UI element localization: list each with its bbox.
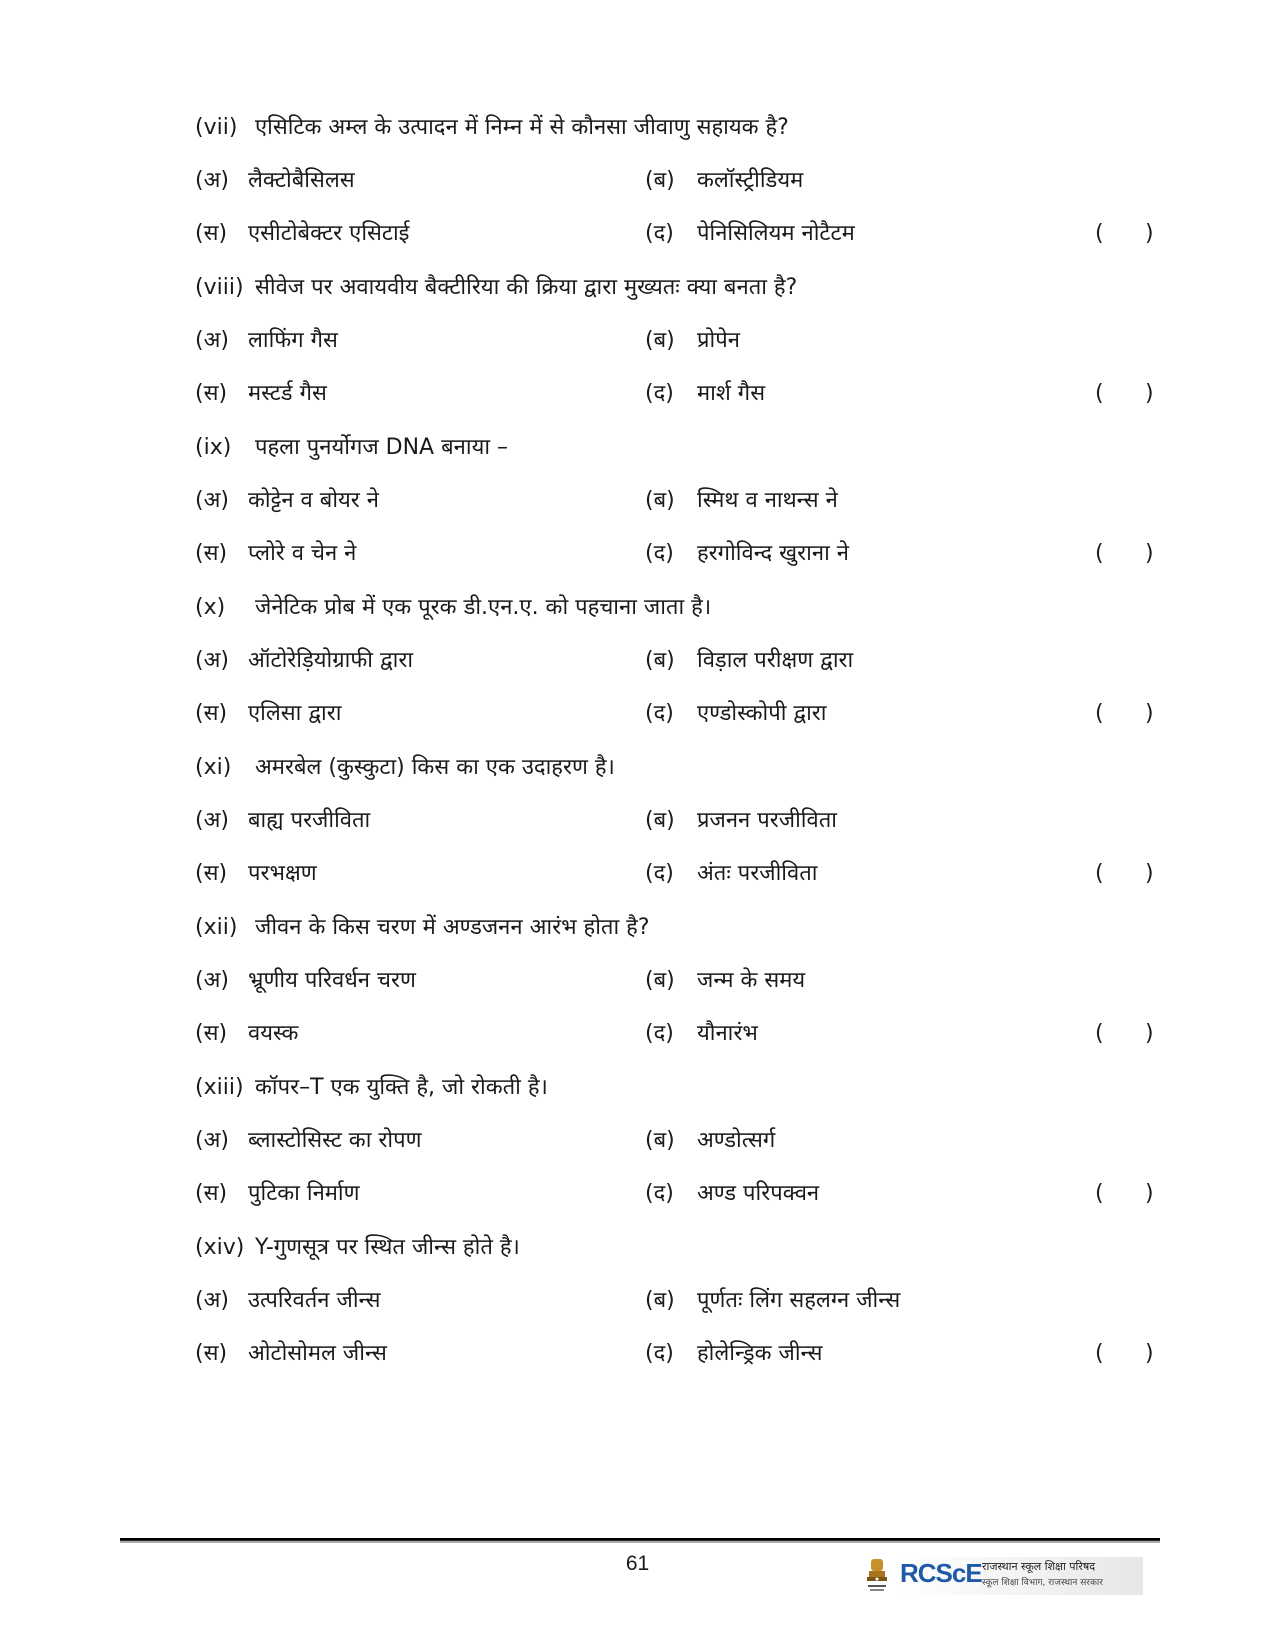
option-text: मस्टर्ड गैस xyxy=(248,381,327,406)
question-xiii xyxy=(0,1068,1275,1108)
option-text: अंतः परजीविता xyxy=(697,861,818,886)
question-text: एसिटिक अम्ल के उत्पादन में निम्न में से कौनसा जीवाणु सहायक है? xyxy=(255,115,789,140)
option-label: (द) xyxy=(645,1021,674,1046)
option-label: (अ) xyxy=(195,968,229,993)
logo-rcsce-text: RCScE xyxy=(900,1558,982,1588)
answer-box-open: ( xyxy=(1095,221,1104,246)
question-x xyxy=(0,588,1275,628)
question-xi xyxy=(0,748,1275,788)
option-text: परभक्षण xyxy=(248,861,317,886)
option-text: मार्श गैस xyxy=(697,381,766,406)
options-row xyxy=(0,694,1275,734)
option-text: प्लोरे व चेन ने xyxy=(248,541,357,566)
option-label: (अ) xyxy=(195,808,229,833)
option-label: (अ) xyxy=(195,168,229,193)
answer-box-close: ) xyxy=(1145,701,1154,726)
question-text: अमरबेल (कुस्कुटा) किस का एक उदाहरण है। xyxy=(255,755,615,780)
answer-box-close: ) xyxy=(1145,541,1154,566)
answer-box-open: ( xyxy=(1095,861,1104,886)
answer-box-open: ( xyxy=(1095,541,1104,566)
option-text: अण्डोत्सर्ग xyxy=(697,1128,776,1153)
option-label: (स) xyxy=(195,1341,228,1366)
question-text: सीवेज पर अवायवीय बैक्टीरिया की क्रिया द्वारा मुख्यतः क्या बनता है? xyxy=(255,275,798,300)
logo-title: राजस्थान स्कूल शिक्षा परिषद xyxy=(982,1560,1096,1573)
options-row xyxy=(0,534,1275,574)
option-label: (अ) xyxy=(195,1288,229,1313)
question-text: जीवन के किस चरण में अण्डजनन आरंभ होता है? xyxy=(255,915,650,940)
options-row xyxy=(0,374,1275,414)
question-number: (ix) xyxy=(195,435,232,460)
option-text: पुटिका निर्माण xyxy=(248,1181,360,1206)
option-label: (ब) xyxy=(645,488,675,513)
option-label: (स) xyxy=(195,221,228,246)
options-row xyxy=(0,1174,1275,1214)
option-label: (स) xyxy=(195,701,228,726)
option-label: (स) xyxy=(195,1181,228,1206)
option-text: विड़ाल परीक्षण द्वारा xyxy=(697,648,854,673)
option-text: प्रोपेन xyxy=(697,328,740,353)
option-text: एलिसा द्वारा xyxy=(248,701,342,726)
option-label: (ब) xyxy=(645,328,675,353)
option-label: (ब) xyxy=(645,968,675,993)
question-text: जेनेटिक प्रोब में एक पूरक डी.एन.ए. को पहचाना जाता है। xyxy=(255,595,712,620)
page-number: 61 xyxy=(625,1552,650,1575)
option-text: वयस्क xyxy=(248,1021,299,1046)
question-number: (x) xyxy=(195,595,226,620)
option-text: कलॉस्ट्रीडियम xyxy=(697,168,804,193)
answer-box-close: ) xyxy=(1145,1341,1154,1366)
option-text: बाह्य परजीविता xyxy=(248,808,371,833)
option-text: ब्लास्टोसिस्ट का रोपण xyxy=(248,1128,422,1153)
option-label: (ब) xyxy=(645,648,675,673)
option-label: (स) xyxy=(195,1021,228,1046)
option-text: ऑटोरेड़ियोग्राफी द्वारा xyxy=(248,648,414,673)
options-row xyxy=(0,161,1275,201)
option-label: (द) xyxy=(645,701,674,726)
question-text: पहला पुनर्योगज DNA बनाया – xyxy=(255,435,509,460)
option-text: भ्रूणीय परिवर्धन चरण xyxy=(248,968,416,993)
option-text: कोट्टेन व बोयर ने xyxy=(248,488,380,513)
answer-box-close: ) xyxy=(1145,221,1154,246)
question-xiv xyxy=(0,1228,1275,1268)
options-row xyxy=(0,641,1275,681)
options-row xyxy=(0,961,1275,1001)
option-label: (ब) xyxy=(645,1288,675,1313)
options-row xyxy=(0,1121,1275,1161)
answer-box-open: ( xyxy=(1095,701,1104,726)
answer-box-close: ) xyxy=(1145,1181,1154,1206)
option-text: एण्डोस्कोपी द्वारा xyxy=(697,701,827,726)
option-label: (स) xyxy=(195,861,228,886)
options-row xyxy=(0,1014,1275,1054)
answer-box-open: ( xyxy=(1095,381,1104,406)
option-label: (द) xyxy=(645,1341,674,1366)
answer-box-open: ( xyxy=(1095,1341,1104,1366)
question-text: Y-गुणसूत्र पर स्थित जीन्स होते है। xyxy=(255,1235,520,1260)
question-number: (xi) xyxy=(195,755,232,780)
option-label: (अ) xyxy=(195,1128,229,1153)
answer-box-open: ( xyxy=(1095,1021,1104,1046)
options-row xyxy=(0,854,1275,894)
question-number: (xii) xyxy=(195,915,238,940)
option-text: एसीटोबेक्टर एसिटाई xyxy=(248,221,410,246)
question-number: (vii) xyxy=(195,115,238,140)
rcsce-logo xyxy=(862,1553,1145,1599)
options-row xyxy=(0,214,1275,254)
option-label: (स) xyxy=(195,541,228,566)
option-text: अण्ड परिपक्वन xyxy=(697,1181,820,1206)
option-label: (अ) xyxy=(195,328,229,353)
question-ix xyxy=(0,428,1275,468)
answer-box-close: ) xyxy=(1145,381,1154,406)
logo-subtitle: स्कूल शिक्षा विभाग, राजस्थान सरकार xyxy=(982,1578,1103,1588)
option-text: पेनिसिलियम नोटैटम xyxy=(697,221,855,246)
question-vii xyxy=(0,108,1275,148)
option-label: (द) xyxy=(645,541,674,566)
option-label: (ब) xyxy=(645,808,675,833)
option-label: (ब) xyxy=(645,168,675,193)
option-text: जन्म के समय xyxy=(697,968,806,993)
question-xii xyxy=(0,908,1275,948)
option-text: यौनारंभ xyxy=(697,1021,758,1046)
options-row xyxy=(0,321,1275,361)
option-text: हरगोविन्द खुराना ने xyxy=(697,541,849,566)
answer-box-close: ) xyxy=(1145,861,1154,886)
option-text: होलेन्ड्रिक जीन्स xyxy=(697,1341,823,1366)
question-number: (xiii) xyxy=(195,1075,244,1100)
option-text: लाफिंग गैस xyxy=(248,328,338,353)
question-text: कॉपर–T एक युक्ति है, जो रोकती है। xyxy=(255,1075,548,1100)
option-text: लैक्टोबैसिलस xyxy=(248,168,355,193)
option-label: (अ) xyxy=(195,488,229,513)
option-text: प्रजनन परजीविता xyxy=(697,808,837,833)
option-text: ओटोसोमल जीन्स xyxy=(248,1341,387,1366)
answer-box-close: ) xyxy=(1145,1021,1154,1046)
answer-box-open: ( xyxy=(1095,1181,1104,1206)
options-row xyxy=(0,481,1275,521)
option-label: (ब) xyxy=(645,1128,675,1153)
option-label: (द) xyxy=(645,221,674,246)
question-number: (viii) xyxy=(195,275,244,300)
question-number: (xiv) xyxy=(195,1235,245,1260)
option-text: पूर्णतः लिंग सहलग्न जीन्स xyxy=(697,1288,901,1313)
option-text: स्मिथ व नाथन्स ने xyxy=(697,488,838,513)
option-text: उत्परिवर्तन जीन्स xyxy=(248,1288,381,1313)
options-row xyxy=(0,1281,1275,1321)
options-row xyxy=(0,1334,1275,1374)
option-label: (द) xyxy=(645,1181,674,1206)
option-label: (स) xyxy=(195,381,228,406)
footer-rule-shadow xyxy=(120,1542,1160,1543)
options-row xyxy=(0,801,1275,841)
option-label: (अ) xyxy=(195,648,229,673)
option-label: (द) xyxy=(645,861,674,886)
state-emblem-icon xyxy=(862,1555,892,1597)
question-viii xyxy=(0,268,1275,308)
option-label: (द) xyxy=(645,381,674,406)
